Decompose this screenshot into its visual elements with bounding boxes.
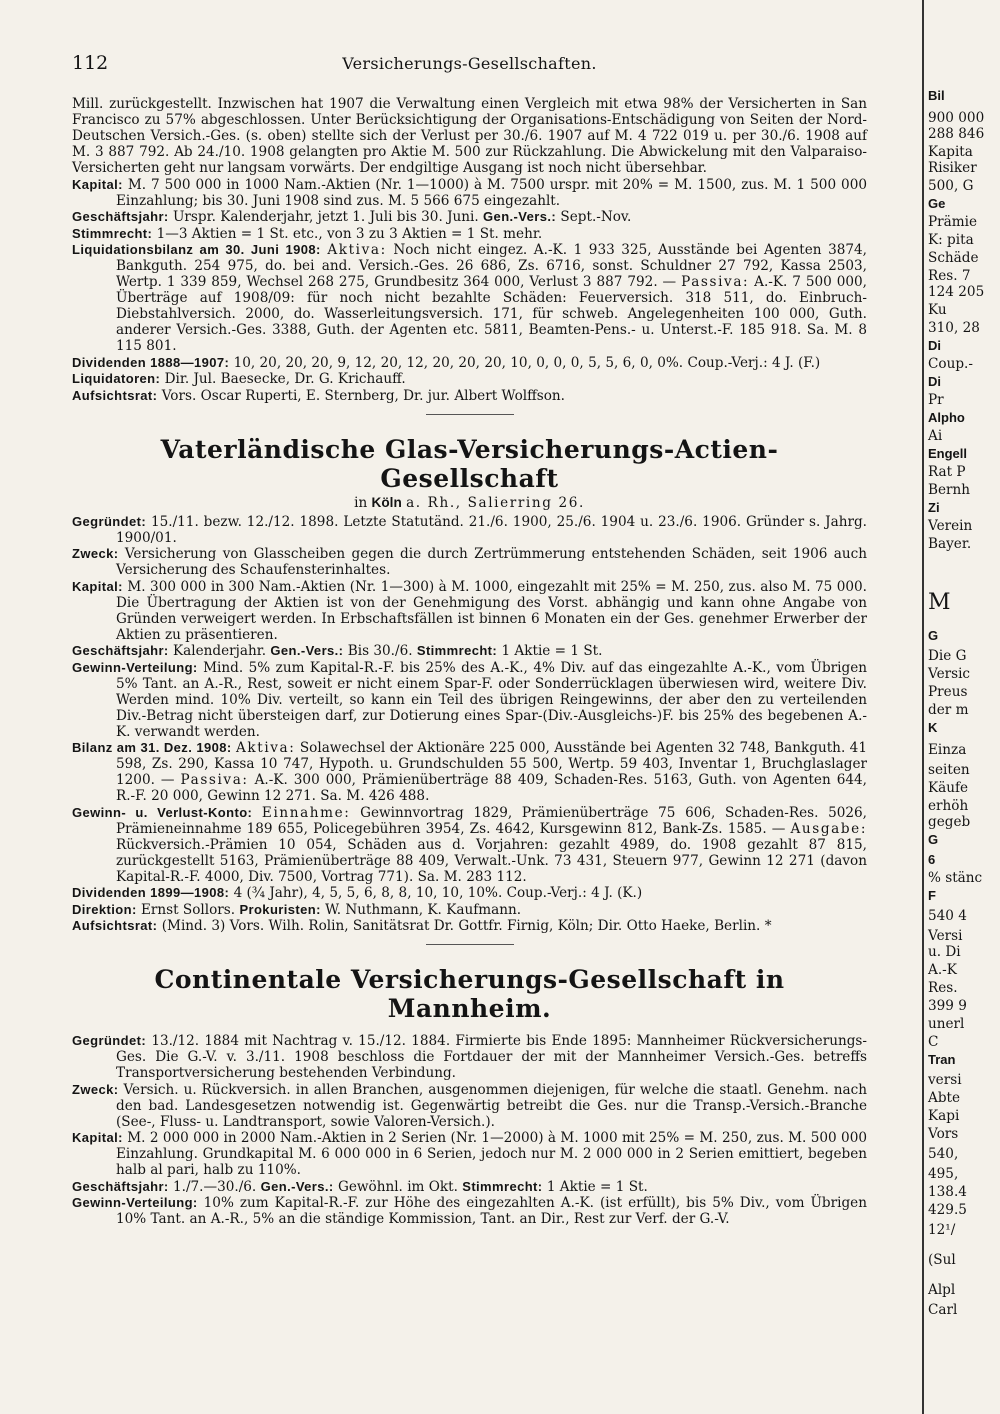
facing-page-text-fragment: Kapita <box>928 144 973 160</box>
founded-line: Gegründet: 13./12. 1884 mit Nachtrag v. 15./12. 1884. Firmierte bis Ende 1895: Mannheimer Rückversicherungs-Ges. Die G.-V. v. 3./11. 1908 beschloss die Fortdauer der mit der Mannheimer Versich.-Ges. betreffs Transportversicherung bestehenden Verbindung. <box>72 1033 867 1081</box>
facing-page-text-fragment: Alpho <box>928 410 965 425</box>
facing-page-text-fragment: Bernh <box>928 482 971 498</box>
section-divider <box>426 414 514 415</box>
facing-page-text-fragment: F <box>928 888 936 903</box>
facing-page-text-fragment: A.-K <box>928 962 957 978</box>
fiscal-year-line: Geschäftsjahr: 1./7.—30./6. Gen.-Vers.: Gewöhnl. im Okt. Stimmrecht: 1 Aktie = 1 St. <box>72 1178 648 1195</box>
facing-page-text-fragment: der m <box>928 702 969 718</box>
company-entry-continentale <box>72 965 867 1227</box>
facing-page-text-fragment: Res. 7 <box>928 268 971 284</box>
purpose-line: Zweck: Versicherung von Glasscheiben gegen die durch Zertrümmerung entstehenden Schäden, seit 1906 auch Versicherung des Schaufensterinhaltes. <box>72 546 868 578</box>
facing-page-text-fragment: K <box>928 720 938 735</box>
facing-page-text-fragment: Res. <box>928 980 958 996</box>
profit-distribution-line: Gewinn-Verteilung: Mind. 5% zum Kapital-R.-F. bis 25% des A.-K., 4% Div. auf das eingezahlte A.-K., vom Übrigen 5% Tant. an A.-R., Rest, soweit er nicht einem Spar-F. oder Sonderrücklagen überwiesen wird, weitere Div. Werden mind. 10% Div. verteilt, so kann ein Teil des übrigen Reingewinns, der aber den zu verteilenden Div.-Betrag nicht übersteigen darf, zur Dotierung eines Spar-(Div.-Ausgleichs-)F. bis 25% des begebenen A.-K. verwandt werden. <box>72 659 867 740</box>
voting-line: Stimmrecht: 1—3 Aktien = 1 St. etc., von 3 zu 3 Aktien = 1 St. mehr. <box>72 225 543 242</box>
section-divider <box>426 944 514 945</box>
supervisory-board-line: Aufsichtsrat: Vors. Oscar Ruperti, E. Sternberg, Dr. jur. Albert Wolffson. <box>72 387 565 404</box>
facing-page-text-fragment: 288 846 <box>928 126 985 142</box>
facing-page-text-fragment: Alpl <box>928 1282 956 1298</box>
facing-page-text-fragment: 500, G <box>928 178 974 194</box>
facing-page-text-fragment: Die G <box>928 648 967 664</box>
facing-page-text-fragment: Di <box>928 374 941 389</box>
facing-page-text-fragment: Carl <box>928 1302 958 1318</box>
column-divider <box>922 0 924 1414</box>
main-column <box>72 52 867 1228</box>
supervisory-board-line: Aufsichtsrat: (Mind. 3) Vors. Wilh. Rolin, Sanitätsrat Dr. Gottfr. Firnig, Köln; Dir. Otto Haeke, Berlin. * <box>72 918 772 934</box>
facing-page-text-fragment: C <box>928 1034 939 1050</box>
facing-page-text-fragment: G <box>928 628 939 643</box>
dividends-line: Dividenden 1888—1907: 10, 20, 20, 20, 9, 12, 20, 12, 20, 20, 20, 10, 0, 0, 0, 5, 5, 6, 0, 0%. Coup.-Verj.: 4 J. (F.) <box>72 354 821 371</box>
profit-loss-line: Gewinn- u. Verlust-Konto: Einnahme: Gewinnvortrag 1829, Prämienüberträge 75 606, Schaden-Res. 5026, Prämieneinnahme 189 655, Policegebühren 3954, Zs. 4642, Kursgewinn 812, Bank-Zs. 1585. — Ausgabe: Rückversich.-Prämien 10 054, Schäden aus d. Vorjahren: gezahlt 4989, do. 1908 gezahlt 87 815, zurückgestellt 5163, Prämienüberträge 88 409, Verwalt.-Unk. 73 431, Steuern 977, Gewinn 12 271 (davon Kapital-R.-F. 4000, Div. 7500, Vortrag 771). Sa. M. 283 112. <box>72 804 868 885</box>
facing-page-text-fragment: unerl <box>928 1016 965 1032</box>
previous-entry <box>72 96 867 404</box>
entry-text: Mill. zurückgestellt. Inzwischen hat 1907 die Verwaltung einen Vergleich mit etwa 98% der Versicherten in San Francisco zu 57% abgeschlossen. Unter Berücksichtigung der Organisations-Entschädigung von Seiten der Nord-Deutschen Versich.-Ges. (s. oben) stellte sich der Verlust per 30./6. 1907 auf M. 4 722 019 u. per 30./6. 1908 auf M. 3 887 792. Ab 24./10. 1908 gelangten pro Aktie M. 500 zur Rückzahlung. Die Abwickelung mit den Valparaiso-Versicherten geht nur langsam vorwärts. Der endgiltige Ausgang ist noch nicht übersehbar. <box>72 96 867 176</box>
facing-page-text-fragment: 138.4 <box>928 1184 967 1200</box>
facing-page-text-fragment: 540, <box>928 1146 959 1162</box>
facing-page-text-fragment: Tran <box>928 1052 956 1067</box>
facing-page-text-fragment: K: pita <box>928 232 974 248</box>
facing-page-text-fragment: 12¹/ <box>928 1222 956 1238</box>
facing-page-text-fragment: Abte <box>928 1090 961 1106</box>
facing-page-text-fragment: Coup.- <box>928 356 973 372</box>
facing-page-text-fragment: Bayer. <box>928 536 972 552</box>
company-entry-glas <box>72 435 867 935</box>
balance-line: Liquidationsbilanz am 30. Juni 1908: Aktiva: Noch nicht eingez. A.-K. 1 933 325, Ausstände bei Agenten 3874, Bankguth. 254 975, do. bei and. Versich.-Ges. 26 686, Zs. 6716, sonst. Schuldner 27 792, Kassa 2503, Wertp. 1 339 859, Wechsel 268 275, Grundbesitz 364 000, Verlust 3 887 792. — Passiva: A.-K. 7 500 000, Überträge auf 1908/09: für noch nicht bezahlte Schäden: Feuerversich. 318 511, do. Einbruch-Diebstahlversich. 2000, do. Wasserleitungsversich. 171, für schweb. Angelegenheiten 100 000, Guth. anderer Versich.-Ges. 3388, Guth. der Agenten etc. 5811, Beamten-Pens.- u. Unterst.-F. 185 918. Sa. M. 8 115 801. <box>72 242 868 354</box>
facing-page-text-fragment: (Sul <box>928 1252 956 1268</box>
facing-page-text-fragment: % stänc <box>928 870 983 886</box>
facing-page-text-fragment: 900 000 <box>928 110 985 126</box>
capital-line: Kapital: M. 300 000 in 300 Nam.-Aktien (Nr. 1—300) à M. 1000, eingezahlt mit 25% = M. 250, zus. also M. 75 000. Die Übertragung der Aktien ist von der Genehmigung des Vorst. abhängig und kann ohne Angabe von Gründen verweigert werden. In Erbschaftsfällen ist binnen 6 Monaten ein der Ges. genehmer Erwerber der Aktien zu präsentieren. <box>72 578 867 643</box>
facing-page-text-fragment: 495, <box>928 1166 959 1182</box>
page-header <box>72 52 867 82</box>
facing-page-text-fragment: gegeb <box>928 814 971 830</box>
facing-page-text-fragment: Prämie <box>928 214 978 230</box>
facing-page-text-fragment: Ge <box>928 196 946 211</box>
facing-page-text-fragment: Einza <box>928 742 967 758</box>
facing-page-text-fragment: 429.5 <box>928 1202 967 1218</box>
facing-page-text-fragment: Bil <box>928 88 945 103</box>
facing-page-text-fragment: u. Di <box>928 944 961 960</box>
facing-page-fragment <box>926 0 1000 1414</box>
facing-page-text-fragment: erhöh <box>928 798 969 814</box>
profit-distribution-line: Gewinn-Verteilung: 10% zum Kapital-R.-F. zur Höhe des eingezahlten A.-K. (ist erfüllt), bis 5% Div., vom Übrigen 10% Tant. an A.-R., 5% an die ständige Kommission, Tant. an Dir., Rest zur Verf. der G.-V. <box>72 1195 867 1227</box>
purpose-line: Zweck: Versich. u. Rückversich. in allen Branchen, ausgenommen diejenigen, für welche die staatl. Genehm. nach den bad. Landesgesetzen notwendig ist. Gegenwärtig betreibt die Ges. nur die Transp.-Versich.-Branche (See-, Fluss- u. Landtransport, sowie Valoren-Versich.). <box>72 1081 867 1130</box>
facing-page-text-fragment: Zi <box>928 500 940 515</box>
fiscal-year-line: Geschäftsjahr: Urspr. Kalenderjahr, jetzt 1. Juli bis 30. Juni. Gen.-Vers.: Sept.-Nov. <box>72 209 632 225</box>
facing-page-text-fragment: Rat P <box>928 464 966 480</box>
facing-page-text-fragment: M <box>928 590 951 615</box>
management-line: Direktion: Ernst Sollors. Prokuristen: W. Nuthmann, K. Kaufmann. <box>72 901 522 918</box>
facing-page-text-fragment: Vors <box>928 1126 959 1142</box>
facing-page-text-fragment: Verein <box>928 518 973 534</box>
facing-page-text-fragment: Pr <box>928 392 944 408</box>
founded-line: Gegründet: 15./11. bezw. 12./12. 1898. Letzte Statutänd. 21./6. 1900, 25./6. 1904 u. 23./6. 1906. Gründer s. Jahrg. 1900/01. <box>72 513 867 546</box>
facing-page-text-fragment: 6 <box>928 852 936 867</box>
facing-page-text-fragment: versi <box>928 1072 962 1088</box>
company-title: Vaterländische Glas-Versicherungs-Actien-Gesellschaft <box>160 434 779 493</box>
facing-page-text-fragment: seiten <box>928 762 970 778</box>
facing-page-text-fragment: 310, 28 <box>928 320 980 336</box>
facing-page-text-fragment: Preus <box>928 684 968 700</box>
facing-page-text-fragment: Kapi <box>928 1108 960 1124</box>
fiscal-year-line: Geschäftsjahr: Kalenderjahr. Gen.-Vers.: Bis 30./6. Stimmrecht: 1 Aktie = 1 St. <box>72 643 603 659</box>
facing-page-text-fragment: Versi <box>928 928 963 944</box>
facing-page-text-fragment: Käufe <box>928 780 969 796</box>
facing-page-text-fragment: Schäde <box>928 250 979 266</box>
facing-page-text-fragment: Ai <box>928 428 943 444</box>
facing-page-text-fragment: 540 4 <box>928 908 967 924</box>
facing-page-text-fragment: Di <box>928 338 941 353</box>
facing-page-text-fragment: Risiker <box>928 160 977 176</box>
page-number: 112 <box>72 52 109 74</box>
facing-page-text-fragment: 399 9 <box>928 998 967 1014</box>
liquidators-line: Liquidatoren: Dir. Jul. Baesecke, Dr. G. Krichauff. <box>72 371 406 387</box>
company-location: in Köln a. Rh., Salierring 26. <box>354 494 585 511</box>
capital-line: Kapital: M. 7 500 000 in 1000 Nam.-Aktien (Nr. 1—1000) à M. 7500 urspr. mit 20% = M. 1500, zus. M. 1 500 000 Einzahlung; bis 30. Juni 1908 sind zus. M. 5 566 675 eingezahlt. <box>72 176 867 209</box>
facing-page-text-fragment: Engell <box>928 446 968 461</box>
facing-page-text-fragment: Ku <box>928 302 947 318</box>
balance-line: Bilanz am 31. Dez. 1908: Aktiva: Solawechsel der Aktionäre 225 000, Ausstände bei Agenten 32 748, Bankguth. 41 598, Zs. 290, Kassa 10 747, Hypoth. u. Grundschulden 55 500, Wertp. 59 403, Inventar 1, Bruchglaslager 1200. — Passiva: A.-K. 300 000, Prämienüberträge 88 409, Schaden-Res. 5163, Guth. von Agenten 644, R.-F. 20 000, Gewinn 12 271. Sa. M. 426 488. <box>72 740 867 804</box>
facing-page-text-fragment: Versic <box>928 666 971 682</box>
capital-line: Kapital: M. 2 000 000 in 2000 Nam.-Aktien in 2 Serien (Nr. 1—2000) à M. 1000 mit 25% = M. 250, zus. M. 500 000 Einzahlung. Grundkapital M. 6 000 000 in 6 Serien, jedoch nur M. 2 000 000 in 2 Serien emittiert, begeben halb al pari, halb zu 110%. <box>72 1130 867 1178</box>
facing-page-text-fragment: 124 205 <box>928 284 985 300</box>
facing-page-text-fragment: G <box>928 832 939 847</box>
dividends-line: Dividenden 1899—1908: 4 (¾ Jahr), 4, 5, 5, 6, 8, 8, 10, 10, 10%. Coup.-Verj.: 4 J. (K.) <box>72 885 643 901</box>
running-head: Versicherungs-Gesellschaften. <box>342 54 597 73</box>
company-title: Continentale Versicherungs-Gesellschaft in Mannheim. <box>154 965 785 1023</box>
